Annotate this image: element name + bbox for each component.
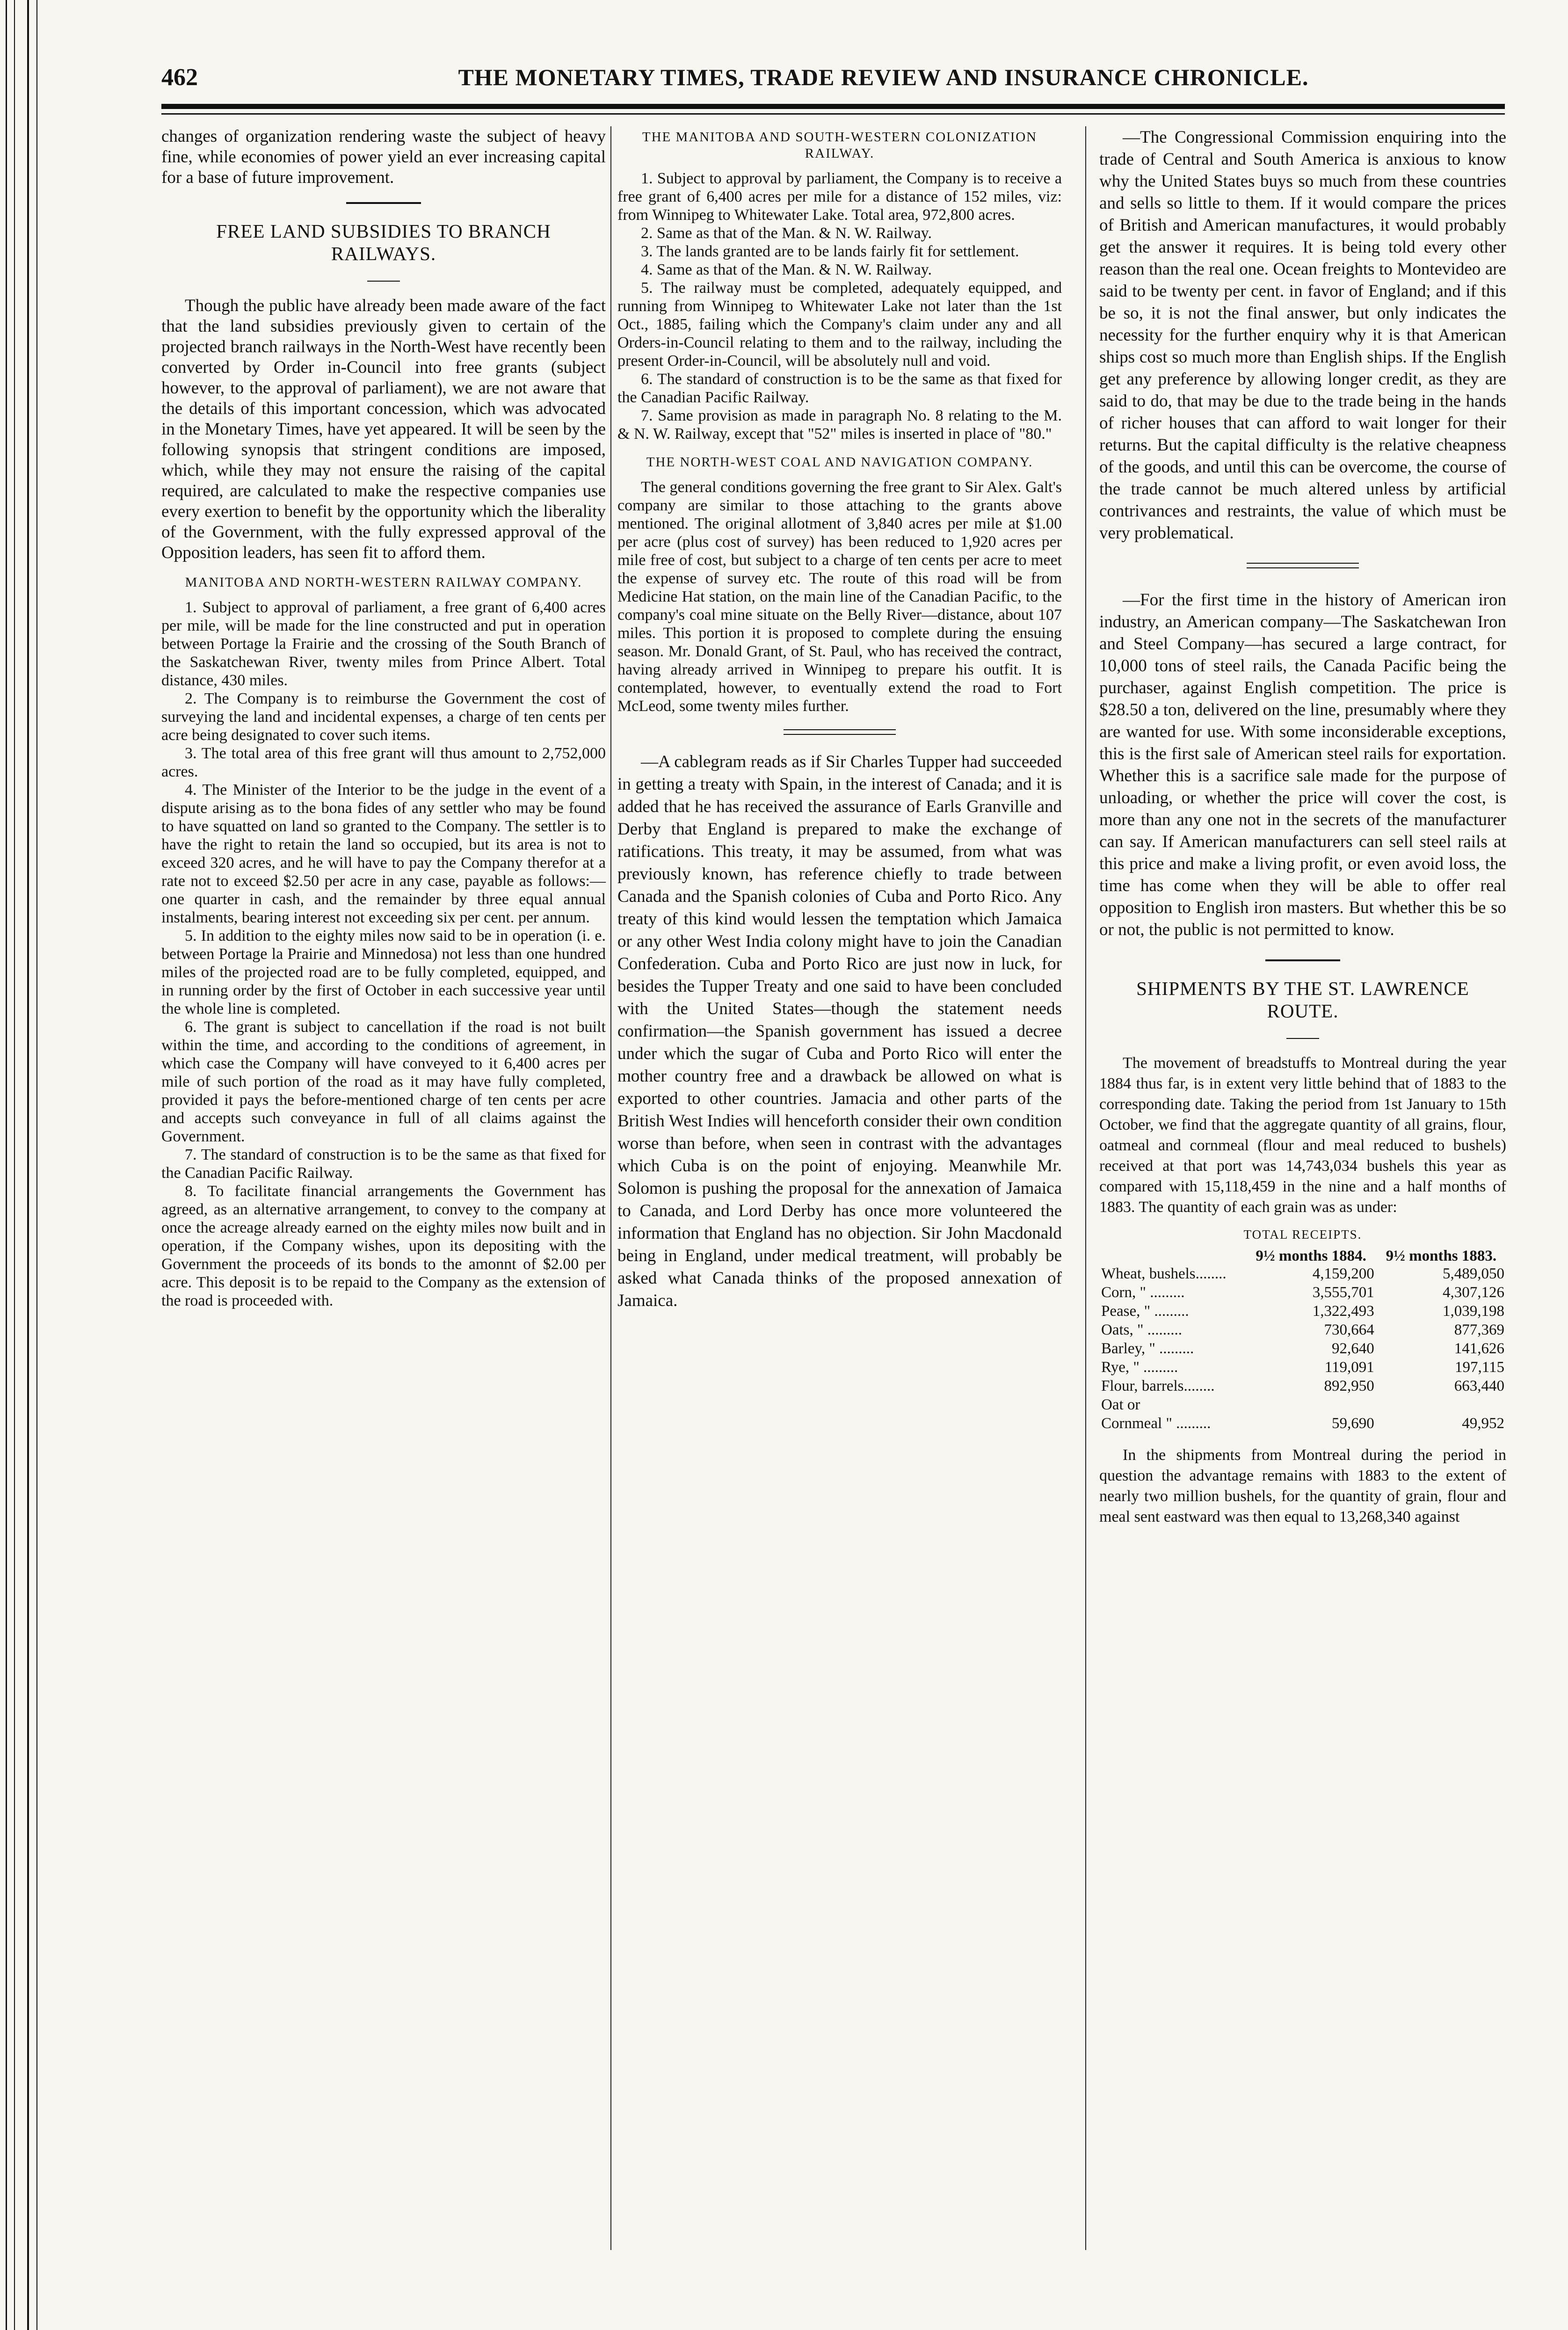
table-row <box>1099 1414 1506 1433</box>
section-title-north-west-coal: THE NORTH-WEST COAL AND NAVIGATION COMPANY. <box>646 455 1033 470</box>
table-cell-1884: 92,640 <box>1332 1340 1374 1357</box>
paragraph-american-iron: —For the first time in the history of American iron industry, an American company—The Saskatchewan Iron and Steel Company—has secured a large contract, for 10,000 tons of steel rails, the Canada Pacific being the purchaser, against English competition. The price is $28.50 a ton, delivered on the line, presumably where they are wanted for use. With some inconsiderable exceptions, this is the first sale of American steel rails for exportation. Whether this is a sacrifice sale made for the purpose of unloading, or whether the price will cover the cost, is more than any one not in the secrets of the manufacturer can say. If American manufacturers can sell steel rails at this price and make a living profit, or even avoid loss, the time has come when they will be able to offer real opposition to English iron masters. But whether this be so or not, the public is not permitted to know. <box>1099 590 1506 939</box>
table-cell-1884: 4,159,200 <box>1312 1265 1374 1282</box>
list-item: 2. The Company is to reimburse the Government the cost of surveying the land and incidental expenses, a charge of ten cents per acre being designated to cover such items. <box>161 690 606 744</box>
column-1 <box>161 126 606 1310</box>
table-header-row <box>1099 1248 1506 1264</box>
list-item: 5. In addition to the eighty miles now said to be in operation (i. e. between Portage la Prairie and Minnedosa) not less than one hundred miles of the projected road are to be fully completed, equipped, and in running order by the first of October in each successive year until the whole line is completed. <box>161 927 606 1017</box>
article-body-st-lawrence-shipments: The movement of breadstuffs to Montreal during the year 1884 thus far, is in extent very little behind that of 1883 to the corresponding date. Taking the period from 1st January to 15th October, we find that the aggregate quantity of all grains, flour, oatmeal and cornmeal (flour and meal reduced to bushels) received at that port was 14,743,034 bushels this year as compared with 15,118,459 in the nine and a half months of 1883. The quantity of each grain was as under: <box>1099 1054 1506 1216</box>
table-row-label: Pease, " ......... <box>1101 1303 1189 1320</box>
page-header <box>161 61 1505 94</box>
article-body-free-land-subsidies: Though the public have already been made aware of the fact that the land subsidies previously given to certain of the projected branch railways in the North-West have recently been converted by Order in-Council into free grants (subject however, to the approval of parliament), we are not aware that the details of this important concession, which was advocated in the Monetary Times, have yet appeared. It will be seen by the following synopsis that stringent conditions are imposed, which, while they may not ensure the raising of the capital required, are calculated to make the respective companies use every exertion to benefit by the opportunity which the liberality of the Government, with the fully expressed approval of the Opposition leaders, has seen fit to afford them. <box>161 296 606 562</box>
list-item: 6. The standard of construction is to be the same as that fixed for the Canadian Pacific Railway. <box>617 370 1062 406</box>
table-row-label: Oat or <box>1101 1396 1140 1413</box>
table-row-label: Oats, " ......... <box>1101 1321 1182 1338</box>
list-item: 8. To facilitate financial arrangements the Government has agreed, as an alternative arrangement, to convey to the company at once the acreage already earned on the eighty miles now built and in operation, if the Company wishes, upon its depositing with the Government the proceeds of its bonds to the amonnt of $2.00 per acre. This deposit is to be repaid to the Company as the extension of the road is proceeded with. <box>161 1183 606 1309</box>
table-header-cell: 9½ months 1883. <box>1386 1248 1497 1264</box>
column-separator <box>1085 126 1086 2250</box>
table-cell-1884 <box>1246 1395 1376 1414</box>
column-separator <box>610 126 611 2250</box>
table-row-label: Cornmeal " ......... <box>1101 1415 1211 1432</box>
table-cell-1883: 4,307,126 <box>1443 1284 1504 1301</box>
table-header-cell <box>1099 1248 1246 1264</box>
section-rule <box>1265 959 1340 961</box>
title-rule <box>1286 1038 1319 1039</box>
table-cell-1884: 1,322,493 <box>1312 1303 1374 1320</box>
section-separator <box>1247 563 1359 568</box>
table-row-label: Rye, " ......... <box>1101 1359 1178 1376</box>
section-title-manitoba-north-western: MANITOBA AND NORTH-WESTERN RAILWAY COMPANY. <box>185 575 582 590</box>
page-number: 462 <box>161 64 198 91</box>
receipts-table <box>1099 1248 1506 1433</box>
page-binding-edge <box>0 0 47 2330</box>
header-rule-thin <box>161 113 1505 115</box>
article-title-free-land-subsidies: FREE LAND SUBSIDIES TO BRANCH RAILWAYS. <box>216 220 551 264</box>
table-cell-1883: 141,626 <box>1454 1340 1504 1357</box>
table-cell-1884: 3,555,701 <box>1312 1284 1374 1301</box>
section-rule <box>346 202 421 204</box>
table-row <box>1099 1264 1506 1283</box>
list-item: 1. Subject to approval of parliament, a free grant of 6,400 acres per mile, will be made for the line constructed and put in operation between Portage la Frairie and the crossing of the South Branch of the Saskatchewan River, twenty miles from Prince Albert. Total distance, 430 miles. <box>161 599 606 689</box>
table-row-label: Wheat, bushels........ <box>1101 1265 1227 1282</box>
table-cell-1883: 5,489,050 <box>1443 1265 1504 1282</box>
list-item: 4. The Minister of the Interior to be the judge in the event of a dispute arising as to the bona fides of any settler who may be found to have squatted on land so granted to the Company. The settler is to have the right to retain the land so occupied, but its area is not to exceed 320 acres, and he will have to pay the Company therefor at a rate not to exceed $2.50 per acre in any case, payable as follows:—one quarter in cash, and the remainder by three equal annual instalments, bearing interest not exceeding six per cent. per annum. <box>161 781 606 926</box>
list-item: 6. The grant is subject to cancellation if the road is not built within the time, and according to the conditions of agreement, in which case the Company will have conveyed to it 6,400 acres per mile of such portion of the road as it may have fully completed, provided it pays the before-mentioned charge of ten cents per acre and accepts such conveyance in full of all claims against the Government. <box>161 1018 606 1145</box>
list-item: 5. The railway must be completed, adequately equipped, and running from Winnipeg to Whitewater Lake not later than the 1st Oct., 1885, failing which the Company's claim under any and all Orders-in-Council relating to them and to the railway, including the present Order-in-Council, will be absolutely null and void. <box>617 279 1062 370</box>
table-cell-1884: 892,950 <box>1324 1378 1374 1394</box>
column-3 <box>1099 126 1506 1527</box>
list-item: 2. Same as that of the Man. & N. W. Railway. <box>641 225 932 242</box>
paragraph-cablegram: —A cablegram reads as if Sir Charles Tupper had succeeded in getting a treaty with Spain, in the interest of Canada; and it is added that he has received the assurance of Earls Granville and Derby that England is prepared to make the exchange of ratifications. This treaty, it may be assumed, from what was previously known, has reference chiefly to trade between Canada and the Spanish colonies of Cuba and Porto Rico. Any treaty of this kind would lessen the temptation which Jamaica or any other West India colony might have to join the Canadian Confederation. Cuba and Porto Rico are just now in luck, for besides the Tupper Treaty and one said to have been concluded with the United States—though the statement needs confirmation—the Spanish government has issued a decree under which the sugar of Cuba and Porto Rico will enter the mother country free and a drawback be allowed on what is exported to other countries. Jamacia and other parts of the British West Indies will henceforth consider their own condition worse than before, when seen in contrast with the advantages which Cuba is on the point of enjoying. Meanwhile Mr. Solomon is pushing the proposal for the annexation of Jamaica to Canada, and Lord Derby has once more volunteered the information that England has no objection. Sir John Macdonald being in England, under medical treatment, will probably be asked what Canada thinks of the proposed annexation of Jamaica. <box>617 752 1062 1310</box>
header-rule-thick <box>161 104 1505 109</box>
table-row-label: Flour, barrels........ <box>1101 1378 1215 1394</box>
list-item: 7. Same provision as made in paragraph No. 8 relating to the M. & N. W. Railway, except that "52" miles is inserted in place of "80." <box>617 407 1062 443</box>
table-row <box>1099 1395 1506 1414</box>
table-header-cell: 9½ months 1884. <box>1256 1248 1366 1264</box>
section-separator <box>784 729 896 735</box>
table-row <box>1099 1321 1506 1339</box>
table-cell-1884: 119,091 <box>1324 1359 1374 1376</box>
list-item: 4. Same as that of the Man. & N. W. Railway. <box>641 261 932 278</box>
paragraph-congressional-commission: —The Congressional Commission enquiring into the trade of Central and South America is anxious to know why the United States buys so much from these countries and sells so little to them. If it would compare the prices of British and American manufactures, it would probably get the answer it requires. It is being told every other reason than the real one. Ocean freights to Montevideo are said to be twenty per cent. in favor of England; and if this be so, it is not the final answer, but only indicates the necessity for the further enquiry why it is that American ships cost so much more than English ships. If the English get any preference by allowing longer credit, as they are said to do, that may be due to the trade being in the hands of richer houses that can afford to wait longer for their returns. But the capital difficulty is the relative cheapness of the goods, and until this can be overcome, the course of the trade cannot be much altered unless by artificial contrivances and restraints, the value of which must be very problematical. <box>1099 128 1506 543</box>
table-row <box>1099 1302 1506 1321</box>
table-cell-1883 <box>1376 1395 1506 1414</box>
list-item: 3. The total area of this free grant will thus amount to 2,752,000 acres. <box>161 745 606 780</box>
list-item: 7. The standard of construction is to be the same as that fixed for the Canadian Pacific Railway. <box>161 1146 606 1182</box>
opening-paragraph: changes of organization rendering waste the subject of heavy fine, while economies of power yield an ever increasing capital for a base of future improvement. <box>161 127 606 187</box>
paragraph-north-west-coal: The general conditions governing the free grant to Sir Alex. Galt's company are similar to those attaching to the grants above mentioned. The original allotment of 3,840 acres per mile at $1.00 per acre (plus cost of survey) has been reduced to 1,920 acres per mile free of cost, but subject to a charge of ten cents per acre to meet the expense of survey etc. The route of this road will be from Medicine Hat station, on the main line of the Canadian Pacific, to the company's coal mine situate on the Belly River—distance, about 107 miles. This portion it is proposed to complete during the ensuing season. Mr. Donald Grant, of St. Paul, who has received the contract, having already arrived in Winnipeg to prepare his outfit. It is contemplated, however, to eventually extend the road to Fort McLeod, some twenty miles further. <box>617 479 1062 715</box>
table-row <box>1099 1283 1506 1302</box>
table-row <box>1099 1339 1506 1358</box>
table-row <box>1099 1377 1506 1395</box>
table-cell-1883: 1,039,198 <box>1443 1303 1504 1320</box>
table-cell-1883: 877,369 <box>1454 1321 1504 1338</box>
paragraph-shipments-closing: In the shipments from Montreal during the period in question the advantage remains with 1883 to the extent of nearly two million bushels, for the quantity of grain, flour and meal sent eastward was then equal to 13,268,340 against <box>1099 1446 1506 1525</box>
table-caption: TOTAL RECEIPTS. <box>1243 1227 1362 1241</box>
article-title-st-lawrence-shipments: SHIPMENTS BY THE ST. LAWRENCE ROUTE. <box>1136 978 1469 1022</box>
running-title: THE MONETARY TIMES, TRADE REVIEW AND INSURANCE CHRONICLE. <box>458 64 1309 90</box>
table-cell-1884: 59,690 <box>1332 1415 1374 1432</box>
table-cell-1883: 197,115 <box>1454 1359 1504 1376</box>
list-item: 1. Subject to approval by parliament, the Company is to receive a free grant of 6,400 acres per mile for a distance of 152 miles, viz: from Winnipeg to Whitewater Lake. Total area, 972,800 acres. <box>617 170 1062 224</box>
column-2 <box>617 126 1062 1312</box>
table-row <box>1099 1358 1506 1377</box>
table-cell-1884: 730,664 <box>1324 1321 1374 1338</box>
table-row-label: Corn, " ......... <box>1101 1284 1185 1301</box>
list-item: 3. The lands granted are to be lands fairly fit for settlement. <box>641 243 1019 260</box>
title-rule <box>367 281 400 282</box>
table-row-label: Barley, " ......... <box>1101 1340 1194 1357</box>
table-cell-1883: 49,952 <box>1462 1415 1504 1432</box>
spacer <box>1099 1433 1506 1445</box>
section-title-manitoba-south-western: THE MANITOBA AND SOUTH-WESTERN COLONIZATION RAILWAY. <box>642 130 1038 161</box>
table-cell-1883: 663,440 <box>1454 1378 1504 1394</box>
